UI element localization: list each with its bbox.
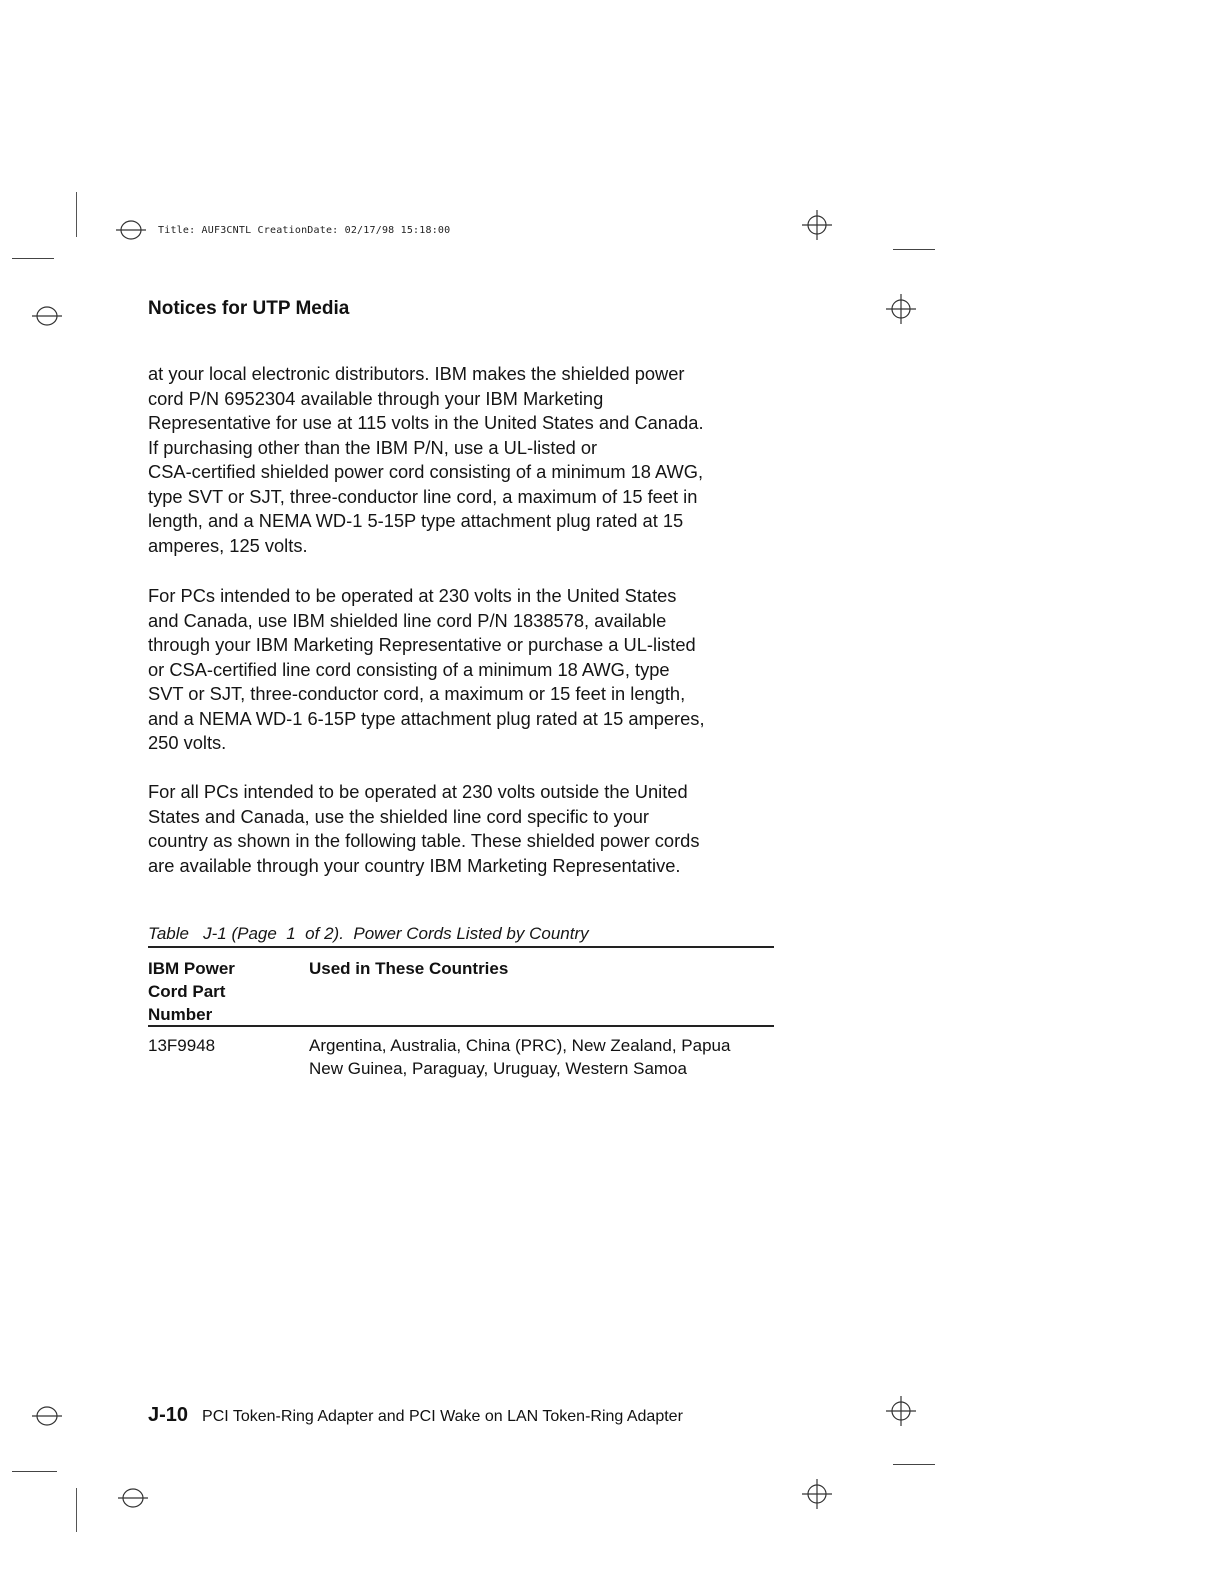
cell-line: Argentina, Australia, China (PRC), New Zealand, Papua: [309, 1036, 731, 1055]
header-line: IBM Power: [148, 959, 235, 978]
page-number: J-10: [148, 1404, 189, 1426]
text-line: and a NEMA WD-1 6-15P type attachment plug rated at 15 amperes,: [148, 707, 705, 729]
page-footer: [148, 1404, 683, 1427]
text-line: If purchasing other than the IBM P/N, use a UL-listed or: [148, 436, 598, 458]
text-line: and Canada, use IBM shielded line cord P/N 1838578, available: [148, 609, 667, 631]
crop-mark-top-right-horizontal: [893, 249, 935, 250]
cell-line: New Guinea, Paraguay, Uruguay, Western Samoa: [309, 1059, 687, 1078]
crop-mark-bottom-left-vertical: [76, 1488, 77, 1532]
registration-mark-icon: [884, 292, 918, 326]
registration-mark-icon: [800, 208, 834, 242]
registration-mark-icon: [800, 1477, 834, 1511]
text-line: or CSA-certified line cord consisting of a minimum 18 AWG, type: [148, 658, 670, 680]
header-line: Cord Part: [148, 982, 226, 1001]
registration-mark-icon: [114, 218, 148, 242]
text-line: 250 volts.: [148, 732, 227, 753]
text-line: cord P/N 6952304 available through your IBM Marketing: [148, 387, 604, 409]
text-line: For all PCs intended to be operated at 230 volts outside the United: [148, 781, 688, 802]
crop-mark-top-left-vertical: [76, 192, 77, 237]
header-line: Number: [148, 1005, 213, 1024]
crop-mark-bottom-left-horizontal: [12, 1471, 57, 1472]
paragraph: [148, 584, 778, 756]
print-metadata-line: Title: AUF3CNTL CreationDate: 02/17/98 15:18:00: [158, 225, 451, 236]
registration-mark-icon: [884, 1394, 918, 1428]
paragraph: [148, 780, 778, 878]
text-line: through your IBM Marketing Representative or purchase a UL-listed: [148, 634, 696, 655]
registration-mark-icon: [30, 1404, 64, 1428]
registration-mark-icon: [116, 1486, 150, 1510]
crop-mark-bottom-right-horizontal: [893, 1464, 935, 1465]
text-line: at your local electronic distributors. IBM makes the shielded power: [148, 363, 685, 384]
paragraph: [148, 362, 778, 558]
registration-mark-icon: [30, 304, 64, 328]
text-line: Representative for use at 115 volts in the United States and Canada.: [148, 412, 704, 433]
text-line: country as shown in the following table. These shielded power cords: [148, 830, 700, 851]
crop-mark-top-left-horizontal: [12, 258, 54, 259]
text-line: CSA-certified shielded power cord consisting of a minimum 18 AWG,: [148, 461, 704, 482]
text-line: type SVT or SJT, three-conductor line cord, a maximum of 15 feet in: [148, 485, 698, 507]
section-title: Notices for UTP Media: [148, 298, 350, 319]
table-caption: Table J-1 (Page 1 of 2). Power Cords Listed by Country: [148, 924, 774, 948]
column-header-part-number: [148, 957, 298, 1026]
text-line: are available through your country IBM Marketing Representative.: [148, 854, 681, 876]
text-line: length, and a NEMA WD-1 5-15P type attachment plug rated at 15: [148, 510, 684, 531]
table-header-row: [148, 957, 774, 1027]
part-number-cell: 13F9948: [148, 1036, 216, 1055]
text-line: For PCs intended to be operated at 230 volts in the United States: [148, 585, 677, 606]
countries-cell: [309, 1034, 774, 1080]
text-line: amperes, 125 volts.: [148, 534, 308, 556]
text-line: SVT or SJT, three-conductor cord, a maximum or 15 feet in length,: [148, 683, 686, 704]
book-title: PCI Token-Ring Adapter and PCI Wake on LAN Token-Ring Adapter: [202, 1408, 683, 1425]
text-line: States and Canada, use the shielded line cord specific to your: [148, 805, 650, 827]
column-header-countries: Used in These Countries: [309, 959, 509, 978]
